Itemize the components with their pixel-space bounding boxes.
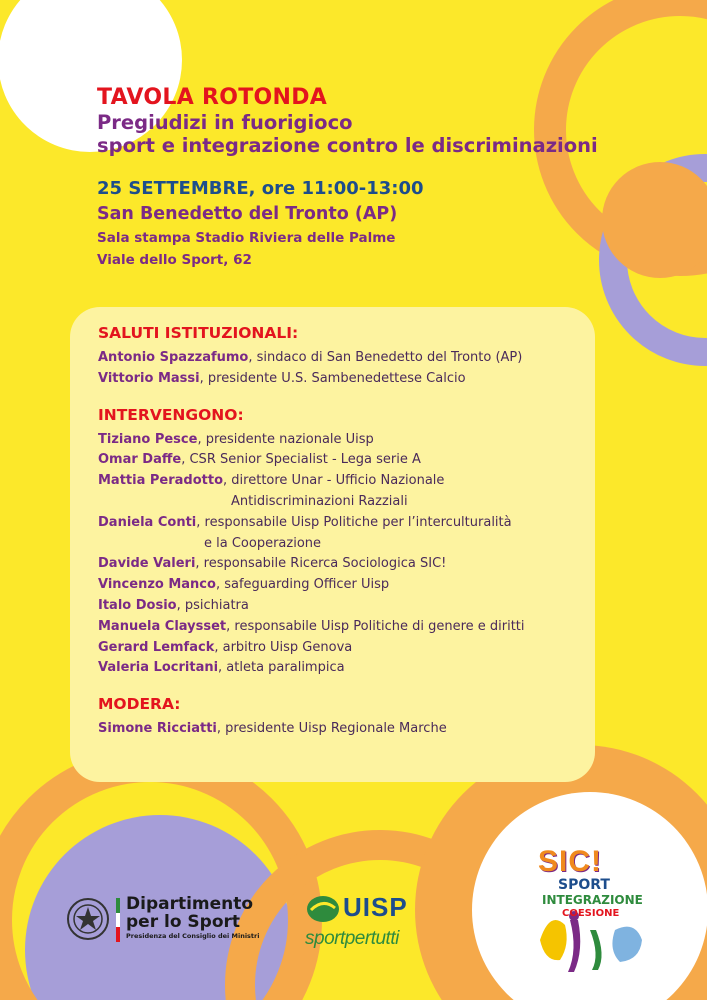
speaker-role: , arbitro Uisp Genova xyxy=(214,639,353,655)
dipartimento-line3: Presidenza del Consiglio dei Ministri xyxy=(126,932,260,940)
speaker-name: Simone Ricciatti xyxy=(98,721,217,737)
event-date-time: , ore 11:00-13:00 xyxy=(248,178,424,199)
speaker-name: Mattia Peradotto xyxy=(98,473,224,489)
speaker-row xyxy=(98,554,593,575)
speaker-role: , responsabile Uisp Politiche per l’interculturalità xyxy=(196,514,512,530)
uisp-name: UISP xyxy=(343,892,408,922)
speaker-role: , psichiatra xyxy=(176,597,249,613)
speaker-row xyxy=(98,348,593,369)
speaker-row xyxy=(98,369,593,390)
uisp-logo xyxy=(305,892,440,962)
event-city: San Benedetto del Tronto (AP) xyxy=(97,204,398,224)
speaker-row xyxy=(98,513,593,534)
intervengono-list xyxy=(98,430,593,680)
event-title: TAVOLA ROTONDA xyxy=(97,85,328,110)
italian-emblem-icon xyxy=(66,897,110,941)
speaker-role: , presidente U.S. Sambenedettese Calcio xyxy=(199,370,466,386)
speaker-role: , CSR Senior Specialist - Lega serie A xyxy=(181,452,421,468)
speaker-role: , responsabile Uisp Politiche di genere e diritti xyxy=(226,618,525,634)
uisp-tagline: sportpertutti xyxy=(305,928,399,949)
event-venue: Sala stampa Stadio Riviera delle Palme xyxy=(97,230,396,246)
speaker-row xyxy=(98,430,593,451)
speaker-row xyxy=(98,575,593,596)
speaker-role: , presidente Uisp Regionale Marche xyxy=(216,721,447,737)
speaker-name: Valeria Locritani xyxy=(98,660,219,676)
speaker-name: Vittorio Massi xyxy=(98,370,200,386)
speaker-row xyxy=(98,450,593,471)
speaker-role: , presidente nazionale Uisp xyxy=(197,431,374,447)
modera-heading: MODERA: xyxy=(98,695,181,714)
speaker-name: Davide Valeri xyxy=(98,556,196,572)
event-subtitle-2: sport e integrazione contro le discriminazioni xyxy=(97,134,598,157)
dipartimento-line1: Dipartimento xyxy=(126,894,254,914)
sic-logo xyxy=(530,845,655,975)
sic-name: SIC! xyxy=(538,845,602,878)
speaker-name: Daniela Conti xyxy=(98,514,197,530)
program-content xyxy=(98,322,593,740)
sic-line1: SPORT xyxy=(558,877,610,893)
speaker-name: Antonio Spazzafumo xyxy=(98,350,249,365)
speaker-role: , responsabile Ricerca Sociologica SIC! xyxy=(195,556,447,572)
speaker-row xyxy=(98,596,593,617)
speaker-name: Manuela Claysset xyxy=(98,618,227,634)
speaker-row xyxy=(98,658,593,679)
event-header xyxy=(97,85,697,271)
modera-list xyxy=(98,719,593,740)
saluti-list xyxy=(98,348,593,390)
speaker-row xyxy=(98,617,593,638)
speaker-name: Omar Daffe xyxy=(98,452,182,468)
speaker-role-continued: Antidiscriminazioni Razziali xyxy=(231,493,408,509)
uisp-emblem-icon xyxy=(305,894,341,924)
sic-line2: INTEGRAZIONE xyxy=(542,893,643,907)
speaker-name: Vincenzo Manco xyxy=(98,577,216,593)
speaker-role: , safeguarding Officer Uisp xyxy=(215,577,390,593)
speaker-name: Italo Dosio xyxy=(98,597,177,613)
speaker-row xyxy=(98,719,593,740)
speaker-role: , atleta paralimpica xyxy=(218,660,345,676)
intervengono-heading: INTERVENGONO: xyxy=(98,405,244,424)
sic-line3: COESIONE xyxy=(562,908,620,919)
speaker-role-continued: e la Cooperazione xyxy=(204,535,322,551)
event-subtitle-1: Pregiudizi in fuorigioco xyxy=(97,111,353,134)
saluti-heading: SALUTI ISTITUZIONALI: xyxy=(98,324,299,342)
event-date-day: 25 SETTEMBRE xyxy=(97,178,249,199)
speaker-name: Tiziano Pesce xyxy=(98,431,198,447)
event-address: Viale dello Sport, 62 xyxy=(97,252,252,268)
speaker-role: , direttore Unar - Ufficio Nazionale xyxy=(223,473,445,489)
dipartimento-line2: per lo Sport xyxy=(126,912,241,932)
speaker-row xyxy=(98,471,593,492)
speaker-row xyxy=(98,638,593,659)
speaker-role: , sindaco di San Benedetto del Tronto (AP) xyxy=(248,350,523,365)
dipartimento-sport-logo xyxy=(66,894,266,950)
speaker-name: Gerard Lemfack xyxy=(98,639,215,655)
tricolor-bar xyxy=(116,898,120,942)
event-date xyxy=(97,177,697,201)
